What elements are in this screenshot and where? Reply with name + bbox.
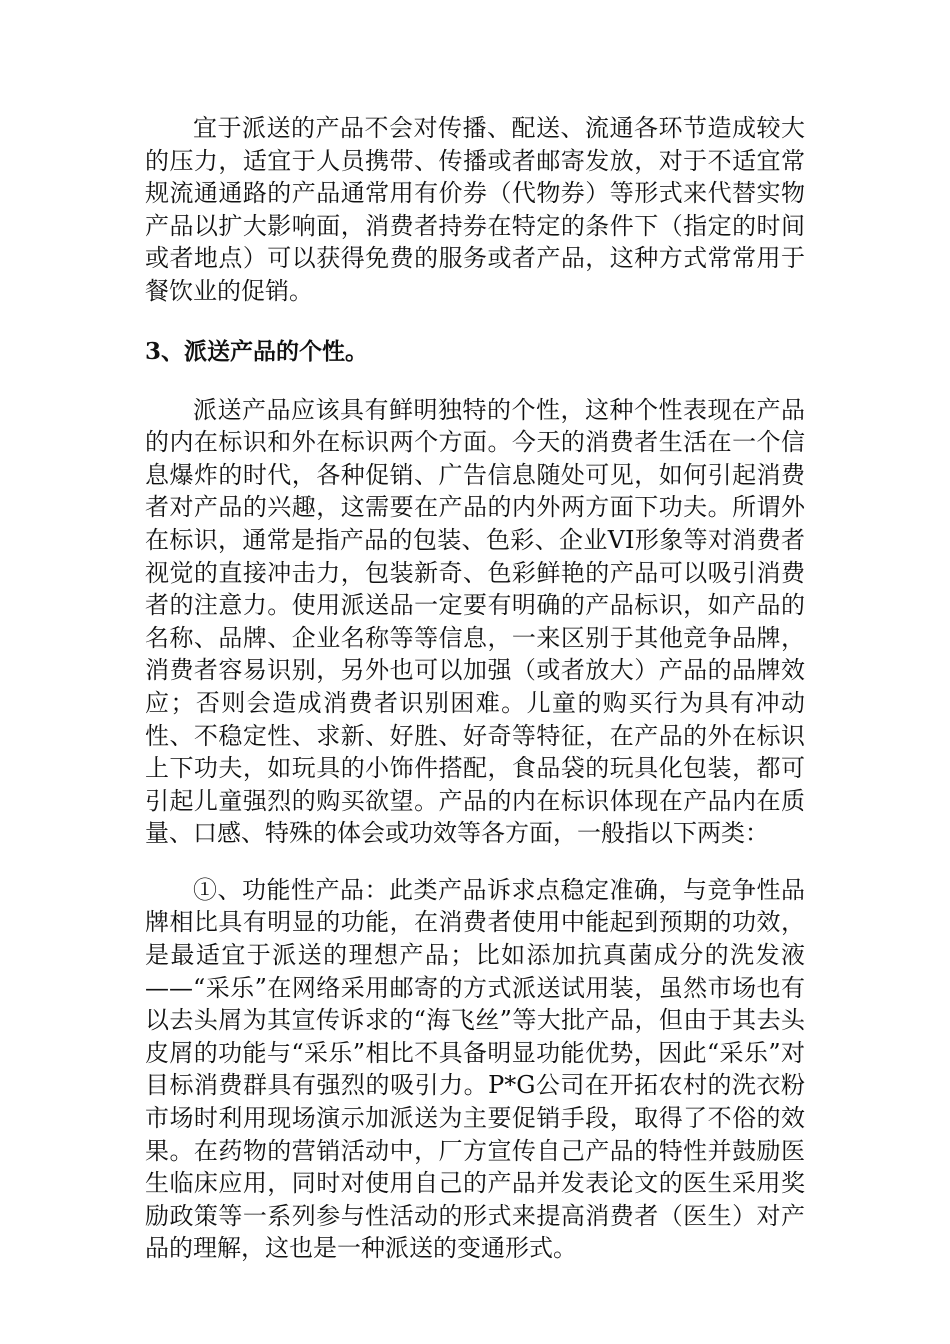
section-heading: 3、派送产品的个性。 xyxy=(145,337,369,365)
spacer xyxy=(145,308,805,336)
paragraph-distribution-pressure: 宜于派送的产品不会对传播、配送、流通各环节造成较大的压力，适宜于人员携带、传播或者邮寄发放，对于不适宜常规流通通路的产品通常用有价券（代物券）等形式来代替实物产品以扩大影响面，消费者持券在特定的条件下（指定的时间或者地点）可以获得免费的服务或者产品，这种方式常常用于餐饮业的促销。 xyxy=(145,114,805,305)
paragraph-product-identity: 派送产品应该具有鲜明独特的个性，这种个性表现在产品的内在标识和外在标识两个方面。今天的消费者生活在一个信息爆炸的时代，各种促销、广告信息随处可见，如何引起消费者对产品的兴趣，这需要在产品的内外两方面下功夫。所谓外在标识，通常是指产品的包装、色彩、企业VI形象等对消费者视觉的直接冲击力，包装新奇、色彩鲜艳的产品可以吸引消费者的注意力。使用派送品一定要有明确的产品标识，如产品的名称、品牌、企业名称等等信息，一来区别于其他竞争品牌，消费者容易识别，另外也可以加强（或者放大）产品的品牌效应；否则会造成消费者识别困难。儿童的购买行为具有冲动性、不稳定性、求新、好胜、好奇等特征，在产品的外在标识上下功夫，如玩具的小饰件搭配，食品袋的玩具化包装，都可引起儿童强烈的购买欲望。产品的内在标识体现在产品内在质量、口感、特殊的体会或功效等各方面，一般指以下两类： xyxy=(145,395,805,848)
spacer xyxy=(145,850,805,874)
document-page xyxy=(145,112,805,1265)
spacer xyxy=(145,368,805,394)
paragraph-functional-products: ①、功能性产品：此类产品诉求点稳定准确，与竞争性品牌相比具有明显的功能，在消费者使用中能起到预期的功效，是最适宜于派送的理想产品；比如添加抗真菌成分的洗发液——“采乐”在网络采用邮寄的方式派送试用装，虽然市场也有以去头屑为其宣传诉求的“海飞丝”等大批产品，但由于其去头皮屑的功能与“采乐”相比不具备明显功能优势，因此“采乐”对目标消费群具有强烈的吸引力。P*G公司在开拓农村的洗衣粉市场时利用现场演示加派送为主要促销手段，取得了不俗的效果。在药物的营销活动中，厂方宣传自己产品的特性并鼓励医生临床应用，同时对使用自己的产品并发表论文的医生采用奖励政策等一系列参与性活动的形式来提高消费者（医生）对产品的理解，这也是一种派送的变通形式。 xyxy=(145,875,805,1263)
